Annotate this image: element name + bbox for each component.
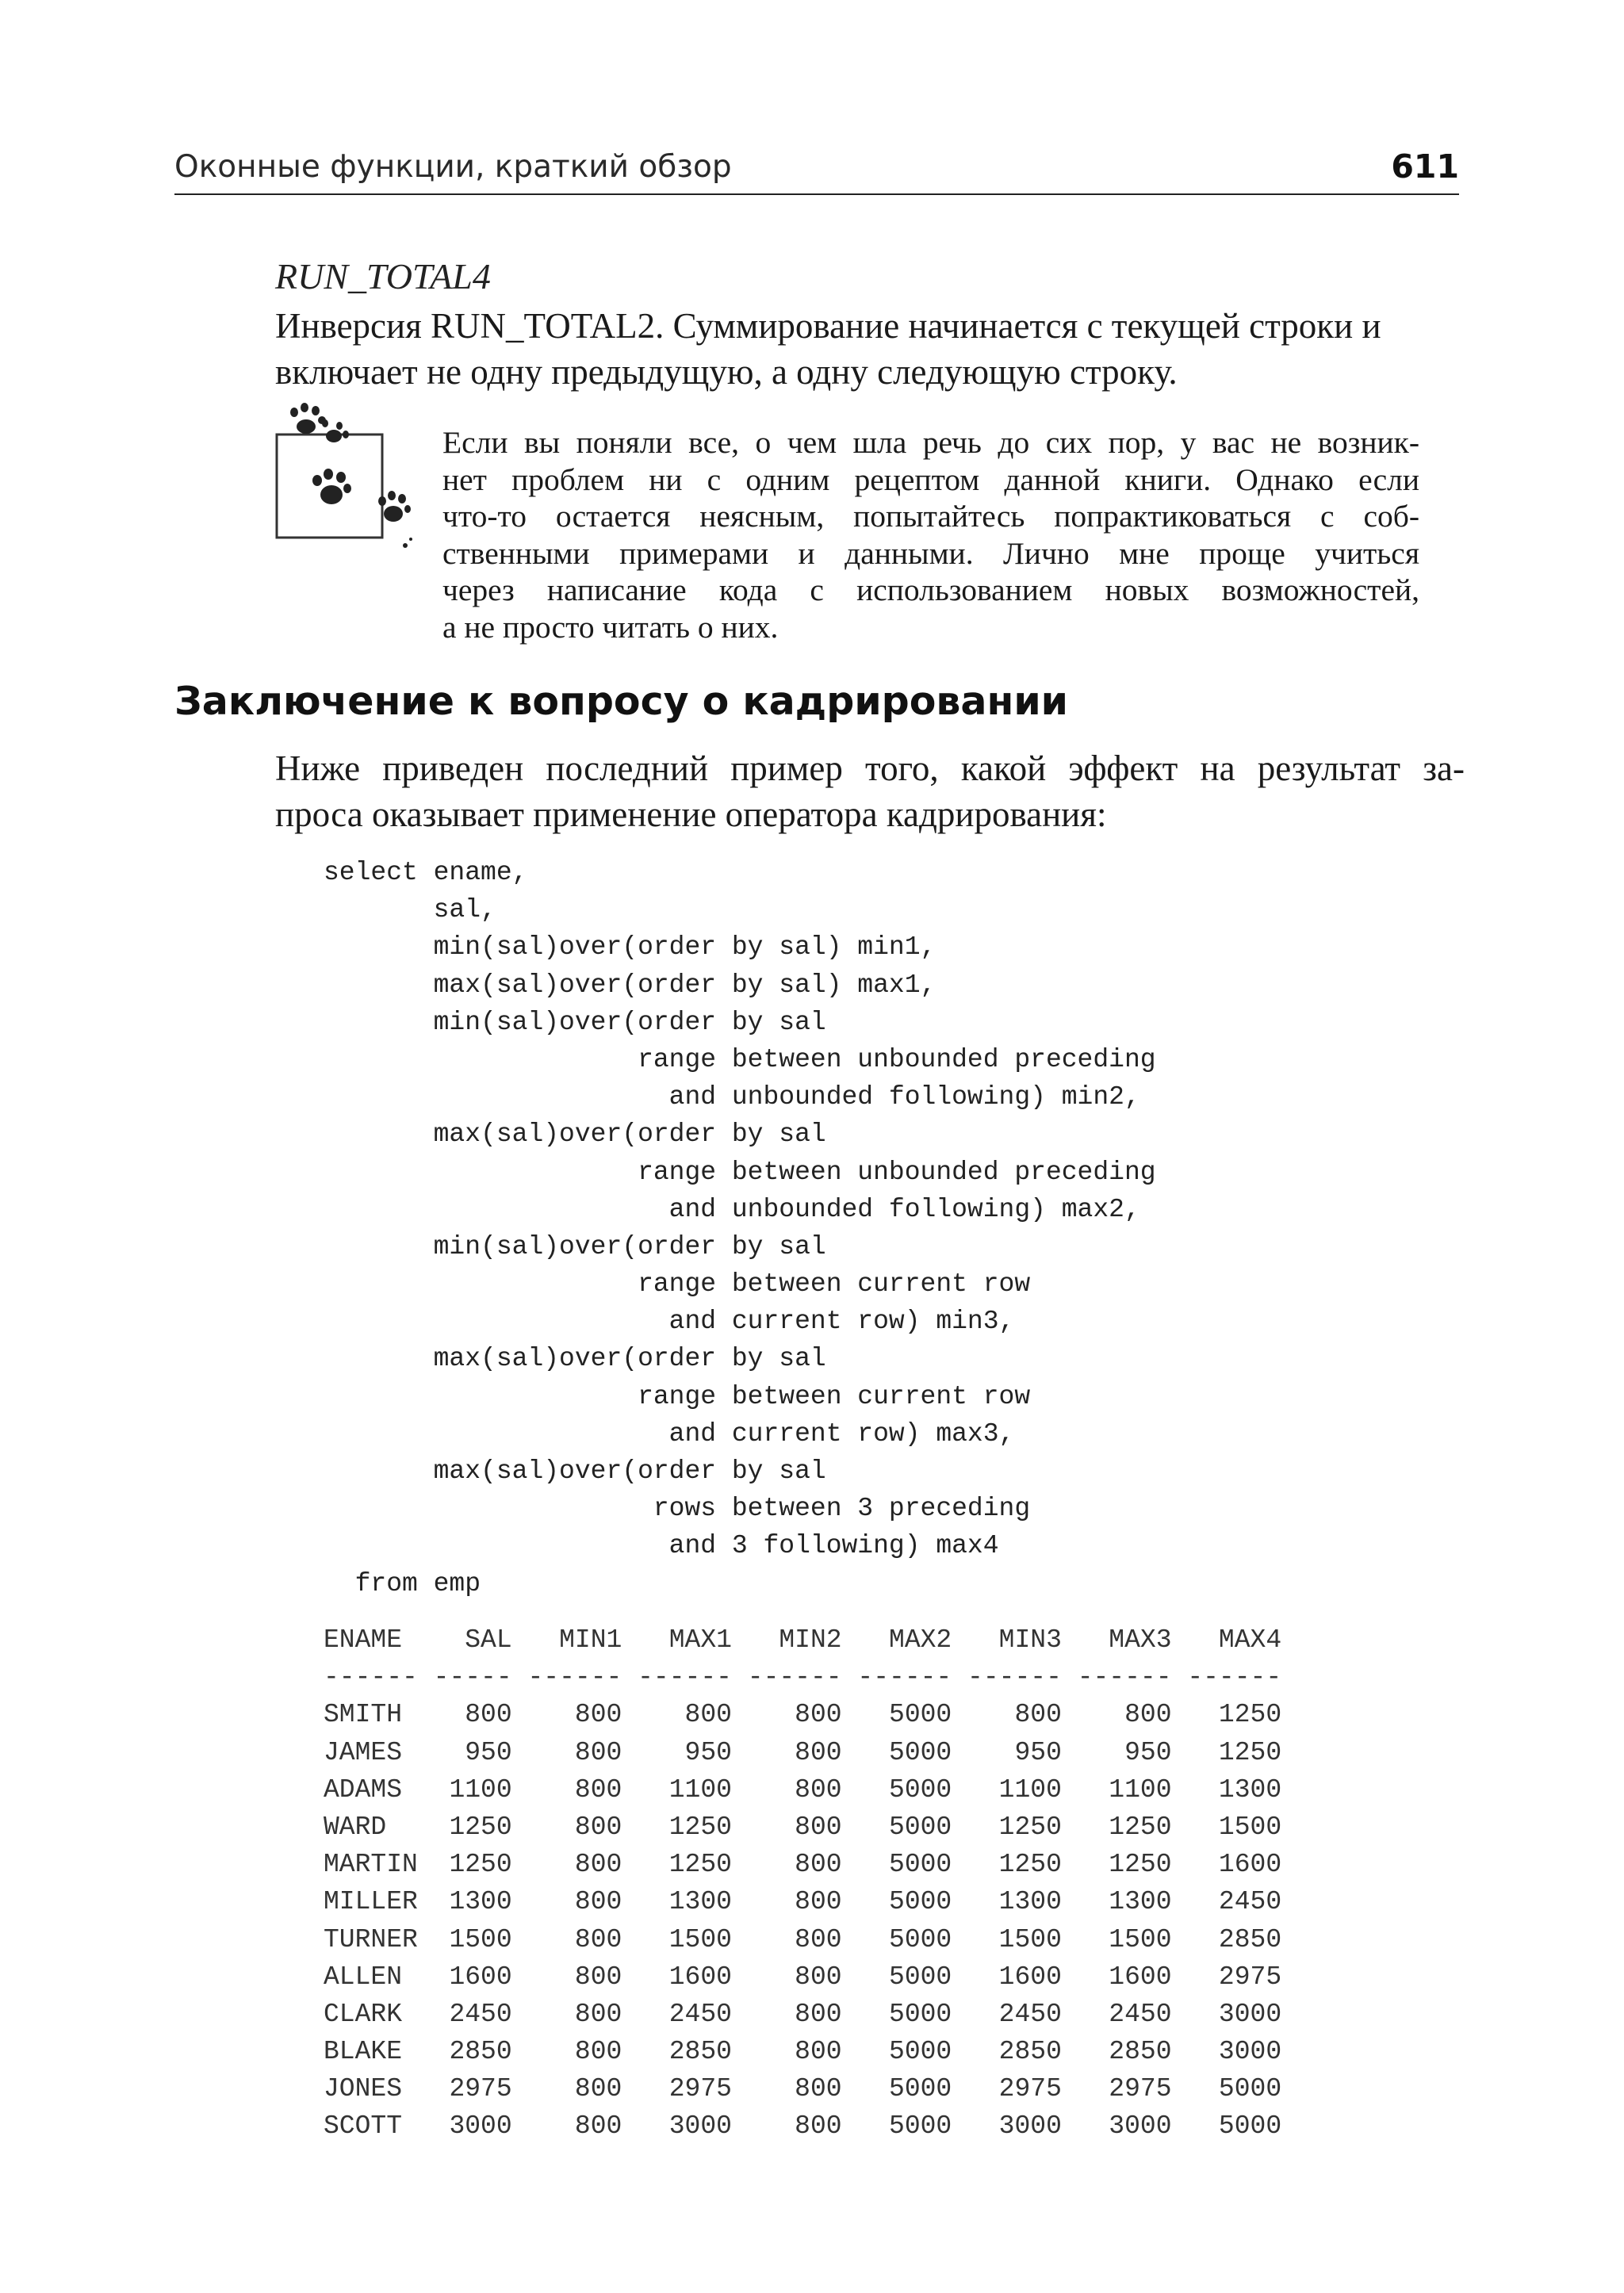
table-row-cell: 800 bbox=[747, 2037, 842, 2067]
table-header-cell: MIN2 bbox=[747, 1625, 842, 1655]
code-line: max(sal)over(order by sal bbox=[324, 1120, 826, 1150]
code-line: range between current row bbox=[324, 1269, 1031, 1300]
table-row-cell: 1100 bbox=[433, 1774, 512, 1805]
table-row bbox=[324, 2107, 1281, 2145]
table-row-cell: 800 bbox=[527, 2074, 622, 2104]
code-line: select ename, bbox=[324, 858, 528, 887]
table-row-cell: 800 bbox=[527, 2037, 622, 2067]
table-row-cell: 1250 bbox=[433, 1850, 512, 1880]
table-row-cell: 2975 bbox=[638, 2074, 732, 2104]
table-row-cell: 800 bbox=[1077, 1700, 1172, 1730]
table-row bbox=[324, 1696, 1281, 1733]
table-row-cell: 2975 bbox=[433, 2074, 512, 2104]
table-header-cell: MAX2 bbox=[857, 1625, 952, 1655]
table-row-cell: 2450 bbox=[1187, 1887, 1282, 1917]
table-header bbox=[324, 1621, 1281, 1659]
table-separator-cell: ------ bbox=[638, 1663, 732, 1693]
table-row-cell: 5000 bbox=[857, 2111, 952, 2142]
table-row-cell: CLARK bbox=[324, 1999, 418, 2029]
table-row-cell: 800 bbox=[967, 1700, 1062, 1730]
intro-line: Ниже приведен последний пример того, какой эффект на результат за- bbox=[275, 748, 1465, 788]
table-row-cell: BLAKE bbox=[324, 2037, 418, 2067]
table-row-cell: 5000 bbox=[1187, 2074, 1282, 2104]
table-row-cell: 3000 bbox=[1077, 2111, 1172, 2142]
table-separator-cell: ------ bbox=[747, 1663, 842, 1693]
table-row-cell: 800 bbox=[527, 1812, 622, 1842]
code-line: and 3 following) max4 bbox=[324, 1531, 999, 1561]
running-header bbox=[174, 149, 1459, 195]
table-row-cell: 1100 bbox=[967, 1774, 1062, 1805]
table-row-cell: 1600 bbox=[1187, 1850, 1282, 1880]
table-row-cell: 1500 bbox=[1187, 1812, 1282, 1842]
table-row-cell: 950 bbox=[638, 1737, 732, 1767]
table-row-cell: WARD bbox=[324, 1812, 418, 1842]
table-row-cell: 2975 bbox=[1077, 2074, 1172, 2104]
table-row-cell: 800 bbox=[747, 1812, 842, 1842]
table-row-cell: 1300 bbox=[433, 1887, 512, 1917]
table-row-cell: 5000 bbox=[857, 1924, 952, 1954]
table-row-cell: 800 bbox=[433, 1700, 512, 1730]
running-title: Оконные функции, краткий обзор bbox=[174, 149, 732, 185]
table-row bbox=[324, 1996, 1281, 2033]
table-row-cell: 3000 bbox=[638, 2111, 732, 2142]
table-row-cell: 1250 bbox=[1077, 1850, 1172, 1880]
table-row-cell: 1250 bbox=[638, 1850, 732, 1880]
table-row-cell: 1250 bbox=[967, 1850, 1062, 1880]
table-row-cell: 3000 bbox=[433, 2111, 512, 2142]
tip-line: нет проблем ни с одним рецептом данной книги. Однако если bbox=[442, 461, 1419, 497]
tip-line: Если вы поняли все, о чем шла речь до сих пор, у вас не возник- bbox=[442, 425, 1419, 460]
table-row-cell: 1500 bbox=[638, 1924, 732, 1954]
table-row-cell: 1300 bbox=[638, 1887, 732, 1917]
table-row-cell: 3000 bbox=[1187, 1999, 1282, 2029]
table-separator-cell: ------ bbox=[324, 1663, 418, 1693]
table-row-cell: 1300 bbox=[967, 1887, 1062, 1917]
code-line: min(sal)over(order by sal) min1, bbox=[324, 932, 936, 963]
table-row-cell: 1250 bbox=[1187, 1700, 1282, 1730]
page-number: 611 bbox=[1391, 147, 1459, 186]
table-row-cell: 800 bbox=[747, 1999, 842, 2029]
table-separator-cell: ------ bbox=[967, 1663, 1062, 1693]
tip-line: через написание кода с использованием новых возможностей, bbox=[442, 572, 1419, 607]
table-row-cell: 2850 bbox=[1077, 2037, 1172, 2067]
table-row-cell: 5000 bbox=[857, 1700, 952, 1730]
table-separator-cell: ------ bbox=[857, 1663, 952, 1693]
table-row-cell: 5000 bbox=[857, 1737, 952, 1767]
table-row-cell: 5000 bbox=[857, 1850, 952, 1880]
tip-line: а не просто читать о них. bbox=[442, 609, 779, 645]
table-row-cell: 5000 bbox=[857, 1999, 952, 2029]
section-intro bbox=[275, 745, 1465, 837]
table-header-cell: MAX3 bbox=[1077, 1625, 1172, 1655]
table-row-cell: 800 bbox=[747, 2111, 842, 2142]
code-line: max(sal)over(order by sal bbox=[324, 1344, 826, 1374]
table-row-cell: ADAMS bbox=[324, 1774, 418, 1805]
table-row-cell: 2450 bbox=[638, 1999, 732, 2029]
tip-note bbox=[442, 424, 1419, 645]
definition-term: RUN_TOTAL4 bbox=[275, 256, 491, 297]
table-row-cell: 800 bbox=[527, 1700, 622, 1730]
table-row-cell: TURNER bbox=[324, 1924, 418, 1954]
table-row-cell: 1500 bbox=[433, 1924, 512, 1954]
table-row-cell: SMITH bbox=[324, 1700, 418, 1730]
table-row-cell: 1600 bbox=[638, 1962, 732, 1992]
code-line: sal, bbox=[324, 895, 496, 925]
table-row-cell: 800 bbox=[527, 1962, 622, 1992]
table-row-cell: 1100 bbox=[1077, 1774, 1172, 1805]
sql-code-block bbox=[324, 854, 1156, 1602]
table-row-cell: 1250 bbox=[638, 1812, 732, 1842]
table-row-cell: 950 bbox=[433, 1737, 512, 1767]
table-header-cell: MIN3 bbox=[967, 1625, 1062, 1655]
table-row-cell: 2975 bbox=[967, 2074, 1062, 2104]
table-row-cell: MILLER bbox=[324, 1887, 418, 1917]
table-row-cell: 2850 bbox=[1187, 1924, 1282, 1954]
table-row-cell: 800 bbox=[747, 1774, 842, 1805]
tip-line: что-то остается неясным, попытайтесь попрактиковаться с соб- bbox=[442, 499, 1419, 534]
table-header-cell: SAL bbox=[433, 1625, 512, 1655]
table-row bbox=[324, 1846, 1281, 1883]
table-row-cell: 1600 bbox=[1077, 1962, 1172, 1992]
code-line: min(sal)over(order by sal bbox=[324, 1231, 826, 1261]
table-row-cell: 2850 bbox=[638, 2037, 732, 2067]
table-row bbox=[324, 1734, 1281, 1771]
code-line: and current row) max3, bbox=[324, 1418, 1015, 1449]
table-row-cell: 800 bbox=[527, 1887, 622, 1917]
table-row-cell: 3000 bbox=[1187, 2037, 1282, 2067]
table-row-cell: 800 bbox=[527, 1924, 622, 1954]
code-line: rows between 3 preceding bbox=[324, 1494, 1031, 1524]
table-header-cell: MAX1 bbox=[638, 1625, 732, 1655]
table-row-cell: 2975 bbox=[1187, 1962, 1282, 1992]
table-row-cell: 2450 bbox=[967, 1999, 1062, 2029]
table-row-cell: 1300 bbox=[1187, 1774, 1282, 1805]
definition-description: Инверсия RUN_TOTAL2. Суммирование начинается с текущей строки и включает не одну предыдущую, а одну следующую строку. bbox=[275, 306, 1381, 392]
intro-line: проса оказывает применение оператора кадрирования: bbox=[275, 794, 1107, 834]
table-row-cell: 800 bbox=[747, 1700, 842, 1730]
table-row-cell: 1250 bbox=[1187, 1737, 1282, 1767]
table-separator-cell: ----- bbox=[433, 1663, 512, 1693]
table-row-cell: 5000 bbox=[857, 1774, 952, 1805]
table-row-cell: 1250 bbox=[967, 1812, 1062, 1842]
table-row-cell: 800 bbox=[747, 1924, 842, 1954]
table-row-cell: 5000 bbox=[857, 1812, 952, 1842]
table-row-cell: 2450 bbox=[1077, 1999, 1172, 2029]
table-row bbox=[324, 1809, 1281, 1846]
table-row-cell: 2850 bbox=[967, 2037, 1062, 2067]
table-row-cell: ALLEN bbox=[324, 1962, 418, 1992]
table-row-cell: 950 bbox=[1077, 1737, 1172, 1767]
table-separator-cell: ------ bbox=[527, 1663, 622, 1693]
table-row-cell: 1300 bbox=[1077, 1887, 1172, 1917]
code-line: range between current row bbox=[324, 1381, 1031, 1411]
table-row-cell: 800 bbox=[527, 2111, 622, 2142]
code-line: range between unbounded preceding bbox=[324, 1157, 1156, 1187]
table-row-cell: 5000 bbox=[857, 2074, 952, 2104]
table-row bbox=[324, 2033, 1281, 2070]
tip-paw-icon bbox=[274, 403, 417, 553]
table-row-cell: 800 bbox=[638, 1700, 732, 1730]
table-row-cell: 800 bbox=[527, 1774, 622, 1805]
table-row bbox=[324, 2070, 1281, 2107]
table-row-cell: 2850 bbox=[433, 2037, 512, 2067]
code-line: and unbounded following) max2, bbox=[324, 1194, 1140, 1224]
table-row-cell: 5000 bbox=[857, 1887, 952, 1917]
table-row-cell: 1600 bbox=[433, 1962, 512, 1992]
table-row bbox=[324, 1921, 1281, 1958]
table-row-cell: JONES bbox=[324, 2074, 418, 2104]
query-result-table bbox=[324, 1621, 1281, 2146]
table-row-cell: 1500 bbox=[1077, 1924, 1172, 1954]
table-row bbox=[324, 1958, 1281, 1996]
table-row-cell: 800 bbox=[747, 1737, 842, 1767]
table-header-cell: MAX4 bbox=[1187, 1625, 1282, 1655]
table-row-cell: 800 bbox=[747, 1962, 842, 1992]
table-separator bbox=[324, 1659, 1281, 1696]
table-row-cell: 800 bbox=[527, 1737, 622, 1767]
table-row-cell: 800 bbox=[747, 1850, 842, 1880]
table-header-cell: ENAME bbox=[324, 1625, 418, 1655]
table-row-cell: 800 bbox=[747, 1887, 842, 1917]
table-row-cell: 800 bbox=[527, 1850, 622, 1880]
table-row-cell: MARTIN bbox=[324, 1850, 418, 1880]
table-row-cell: 1250 bbox=[1077, 1812, 1172, 1842]
table-row-cell: 2450 bbox=[433, 1999, 512, 2029]
table-row-cell: 5000 bbox=[857, 1962, 952, 1992]
code-line: range between unbounded preceding bbox=[324, 1044, 1156, 1074]
code-line: max(sal)over(order by sal bbox=[324, 1457, 826, 1486]
table-header-cell: MIN1 bbox=[527, 1625, 622, 1655]
code-line: and unbounded following) min2, bbox=[324, 1082, 1140, 1112]
tip-line: ственными примерами и данными. Лично мне проще учиться bbox=[442, 535, 1419, 571]
table-row-cell: 800 bbox=[527, 1999, 622, 2029]
code-line: min(sal)over(order by sal bbox=[324, 1007, 826, 1037]
table-row-cell: 1500 bbox=[967, 1924, 1062, 1954]
table-row-cell: 5000 bbox=[1187, 2111, 1282, 2142]
table-row-cell: 800 bbox=[747, 2074, 842, 2104]
table-row-cell: JAMES bbox=[324, 1737, 418, 1767]
table-row-cell: SCOTT bbox=[324, 2111, 418, 2142]
table-row-cell: 950 bbox=[967, 1737, 1062, 1767]
code-line: and current row) min3, bbox=[324, 1307, 1015, 1337]
code-line: max(sal)over(order by sal) max1, bbox=[324, 970, 936, 1000]
table-row-cell: 1100 bbox=[638, 1774, 732, 1805]
table-separator-cell: ------ bbox=[1077, 1663, 1172, 1693]
table-row bbox=[324, 1883, 1281, 1920]
table-row-cell: 1250 bbox=[433, 1812, 512, 1842]
table-row-cell: 5000 bbox=[857, 2037, 952, 2067]
table-row-cell: 1600 bbox=[967, 1962, 1062, 1992]
table-row-cell: 3000 bbox=[967, 2111, 1062, 2142]
code-line: from emp bbox=[324, 1568, 481, 1598]
table-row bbox=[324, 1771, 1281, 1809]
table-separator-cell: ------ bbox=[1187, 1663, 1282, 1693]
section-heading: Заключение к вопросу о кадрировании bbox=[174, 679, 1068, 724]
